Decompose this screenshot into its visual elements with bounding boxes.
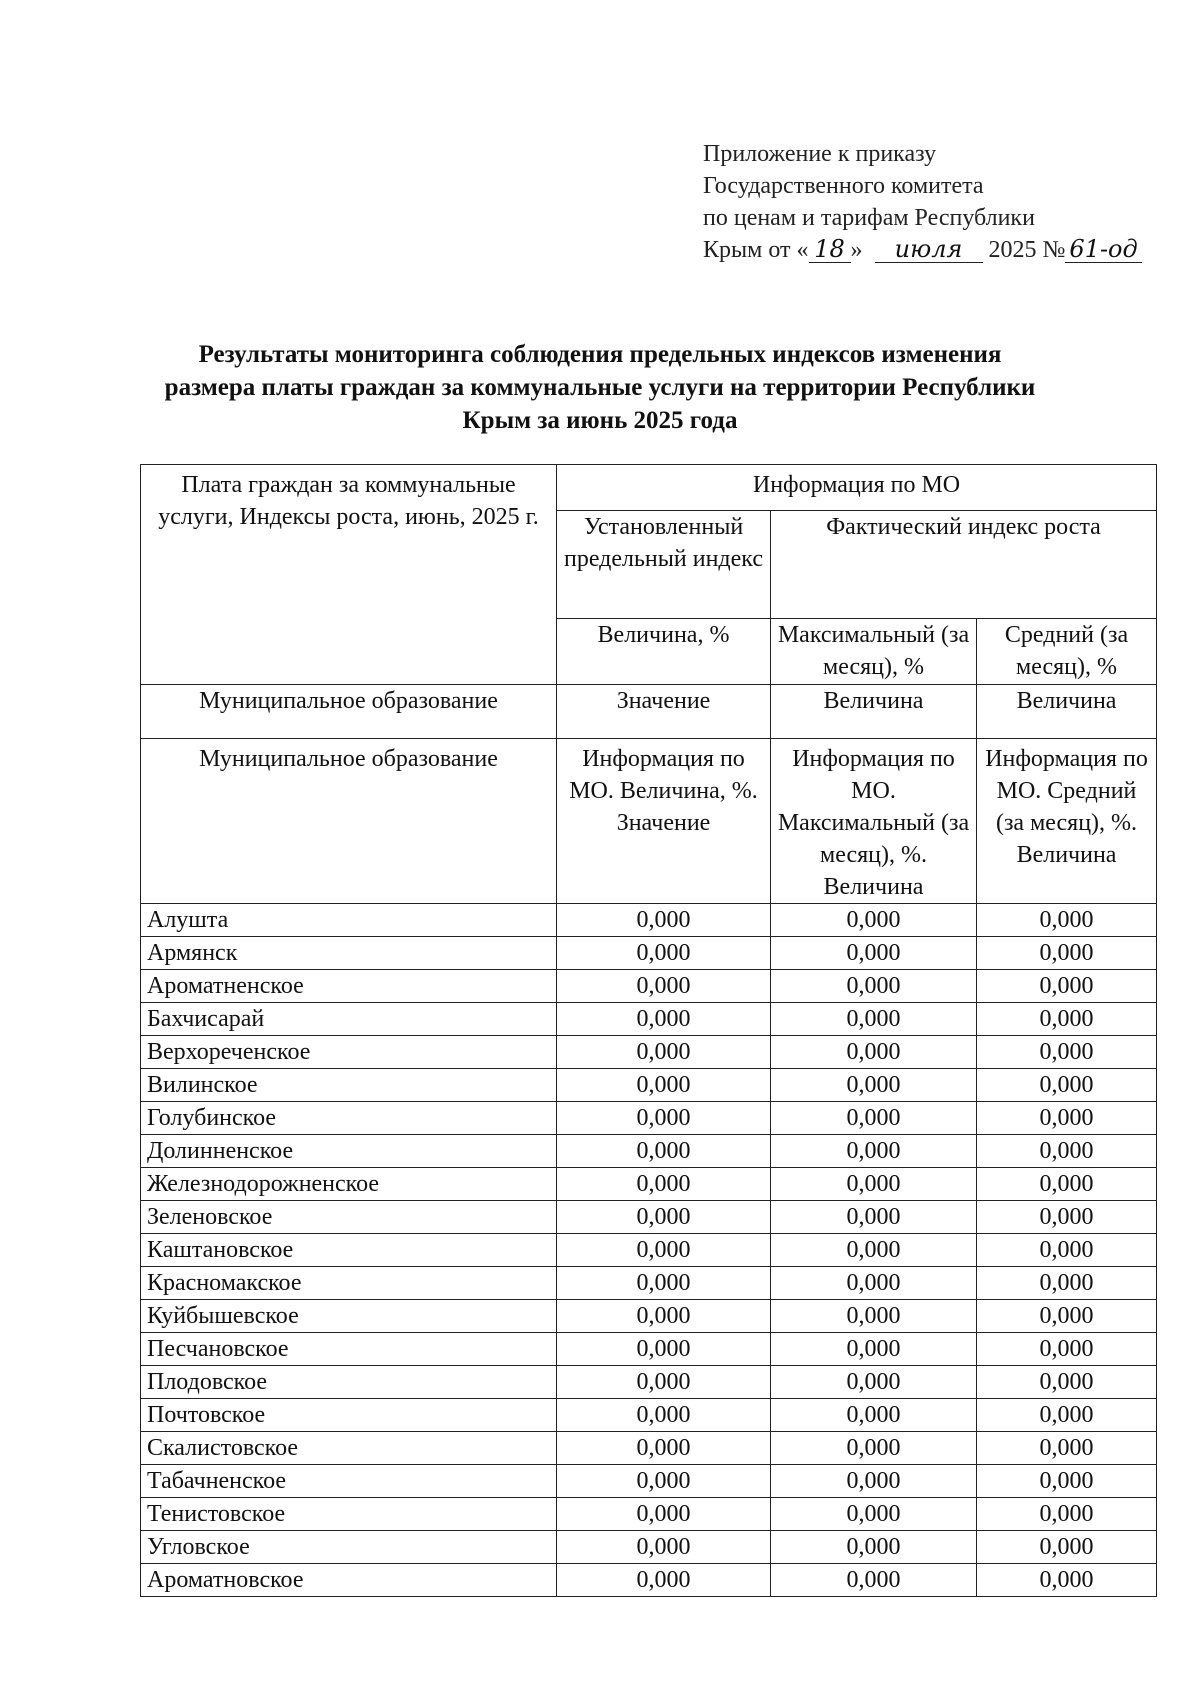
row-municipality-name: Ароматновское (141, 1564, 557, 1597)
row-avg-value: 0,000 (977, 1300, 1157, 1333)
table-row (141, 1036, 1157, 1069)
header-mo-label-2: Муниципальное образование (141, 739, 557, 904)
row-max-value: 0,000 (771, 1465, 977, 1498)
header-value-pct: Величина, % (557, 619, 771, 685)
row-municipality-name: Алушта (141, 904, 557, 937)
header-mo-label: Муниципальное образование (141, 685, 557, 739)
appendix-line-4 (703, 234, 1142, 266)
handwritten-day: 18 (809, 236, 851, 263)
header-actual-index: Фактический индекс роста (771, 511, 1157, 619)
row-avg-value: 0,000 (977, 1102, 1157, 1135)
table-row (141, 1102, 1157, 1135)
row-max-value: 0,000 (771, 1333, 977, 1366)
table-row (141, 1201, 1157, 1234)
row-set-limit-value: 0,000 (557, 1498, 771, 1531)
row-set-limit-value: 0,000 (557, 1366, 771, 1399)
table-row (141, 1135, 1157, 1168)
row-max-value: 0,000 (771, 1498, 977, 1531)
row-municipality-name: Армянск (141, 937, 557, 970)
header-set-limit: Установленный предельный индекс (557, 511, 771, 619)
row-max-value: 0,000 (771, 1300, 977, 1333)
row-avg-value: 0,000 (977, 1498, 1157, 1531)
header-velichina-max: Величина (771, 685, 977, 739)
table-row (141, 1234, 1157, 1267)
row-max-value: 0,000 (771, 1003, 977, 1036)
row-max-value: 0,000 (771, 1267, 977, 1300)
appendix-line-3: по ценам и тарифам Республики (703, 205, 1035, 231)
table-row (141, 1300, 1157, 1333)
row-avg-value: 0,000 (977, 1465, 1157, 1498)
table-row (141, 1498, 1157, 1531)
row-max-value: 0,000 (771, 1564, 977, 1597)
row-set-limit-value: 0,000 (557, 1168, 771, 1201)
table-row (141, 1168, 1157, 1201)
row-avg-value: 0,000 (977, 1036, 1157, 1069)
title-line-2: размера платы граждан за коммунальные услуги на территории Республики (164, 374, 1036, 401)
row-max-value: 0,000 (771, 1069, 977, 1102)
header-velichina-avg: Величина (977, 685, 1157, 739)
row-max-value: 0,000 (771, 1432, 977, 1465)
table-row (141, 1366, 1157, 1399)
row-avg-value: 0,000 (977, 1168, 1157, 1201)
row-set-limit-value: 0,000 (557, 970, 771, 1003)
header-corner-cell: Плата граждан за коммунальные услуги, Индексы роста, июнь, 2025 г. (141, 465, 557, 685)
header-combo-max: Информация по МО. Максимальный (за месяц), %. Величина (771, 739, 977, 904)
row-avg-value: 0,000 (977, 1135, 1157, 1168)
row-set-limit-value: 0,000 (557, 1399, 771, 1432)
row-max-value: 0,000 (771, 1399, 977, 1432)
table-row (141, 1069, 1157, 1102)
row-max-value: 0,000 (771, 937, 977, 970)
row-set-limit-value: 0,000 (557, 1564, 771, 1597)
table-row (141, 1333, 1157, 1366)
row-max-value: 0,000 (771, 1531, 977, 1564)
row-avg-value: 0,000 (977, 970, 1157, 1003)
header-znachenie: Значение (557, 685, 771, 739)
appendix-block (703, 138, 1142, 266)
row-municipality-name: Голубинское (141, 1102, 557, 1135)
header-combo-set: Информация по МО. Величина, %. Значение (557, 739, 771, 904)
document-title (120, 338, 1080, 437)
row-municipality-name: Верхореченское (141, 1036, 557, 1069)
row-set-limit-value: 0,000 (557, 1267, 771, 1300)
row-municipality-name: Железнодорожненское (141, 1168, 557, 1201)
handwritten-order-number: 61-од (1065, 236, 1141, 263)
row-max-value: 0,000 (771, 1201, 977, 1234)
row-set-limit-value: 0,000 (557, 1432, 771, 1465)
row-municipality-name: Табачненское (141, 1465, 557, 1498)
row-municipality-name: Куйбышевское (141, 1300, 557, 1333)
row-set-limit-value: 0,000 (557, 1036, 771, 1069)
table-row (141, 1432, 1157, 1465)
row-municipality-name: Ароматненское (141, 970, 557, 1003)
appendix-line-1: Приложение к приказу (703, 141, 937, 167)
row-municipality-name: Долинненское (141, 1135, 557, 1168)
row-set-limit-value: 0,000 (557, 1465, 771, 1498)
row-municipality-name: Вилинское (141, 1069, 557, 1102)
row-max-value: 0,000 (771, 1168, 977, 1201)
table-row (141, 937, 1157, 970)
row-municipality-name: Угловское (141, 1531, 557, 1564)
row-set-limit-value: 0,000 (557, 1069, 771, 1102)
row-municipality-name: Каштановское (141, 1234, 557, 1267)
table-row (141, 1267, 1157, 1300)
row-max-value: 0,000 (771, 1102, 977, 1135)
row-avg-value: 0,000 (977, 1069, 1157, 1102)
row-municipality-name: Песчановское (141, 1333, 557, 1366)
handwritten-month: июля (875, 236, 983, 263)
table-row (141, 1003, 1157, 1036)
row-max-value: 0,000 (771, 904, 977, 937)
monitoring-table (140, 464, 1157, 1597)
table-row (141, 970, 1157, 1003)
row-avg-value: 0,000 (977, 937, 1157, 970)
row-set-limit-value: 0,000 (557, 1234, 771, 1267)
row-max-value: 0,000 (771, 970, 977, 1003)
row-max-value: 0,000 (771, 1366, 977, 1399)
header-avg-month: Средний (за месяц), % (977, 619, 1157, 685)
title-line-3: Крым за июнь 2025 года (462, 407, 738, 434)
row-set-limit-value: 0,000 (557, 1201, 771, 1234)
row-set-limit-value: 0,000 (557, 1003, 771, 1036)
row-max-value: 0,000 (771, 1135, 977, 1168)
row-municipality-name: Плодовское (141, 1366, 557, 1399)
header-max-month: Максимальный (за месяц), % (771, 619, 977, 685)
row-avg-value: 0,000 (977, 1399, 1157, 1432)
row-avg-value: 0,000 (977, 1432, 1157, 1465)
row-avg-value: 0,000 (977, 1564, 1157, 1597)
table-row (141, 904, 1157, 937)
row-set-limit-value: 0,000 (557, 1102, 771, 1135)
appendix-line-2: Государственного комитета (703, 173, 984, 199)
appendix-year: 2025 № (988, 237, 1066, 263)
row-set-limit-value: 0,000 (557, 1333, 771, 1366)
header-combo-avg: Информация по МО. Средний (за месяц), %. Величина (977, 739, 1157, 904)
table-row (141, 1564, 1157, 1597)
row-max-value: 0,000 (771, 1036, 977, 1069)
row-municipality-name: Почтовское (141, 1399, 557, 1432)
title-line-1: Результаты мониторинга соблюдения предельных индексов изменения (198, 341, 1002, 368)
row-set-limit-value: 0,000 (557, 937, 771, 970)
row-avg-value: 0,000 (977, 1333, 1157, 1366)
row-municipality-name: Бахчисарай (141, 1003, 557, 1036)
appendix-date-prefix: Крым от « (703, 237, 809, 263)
row-municipality-name: Тенистовское (141, 1498, 557, 1531)
row-municipality-name: Красномакское (141, 1267, 557, 1300)
row-avg-value: 0,000 (977, 1003, 1157, 1036)
row-avg-value: 0,000 (977, 904, 1157, 937)
row-avg-value: 0,000 (977, 1234, 1157, 1267)
table-row (141, 1465, 1157, 1498)
row-set-limit-value: 0,000 (557, 1135, 771, 1168)
row-avg-value: 0,000 (977, 1366, 1157, 1399)
row-municipality-name: Зеленовское (141, 1201, 557, 1234)
table-row (141, 1531, 1157, 1564)
row-set-limit-value: 0,000 (557, 1300, 771, 1333)
row-set-limit-value: 0,000 (557, 904, 771, 937)
appendix-date-mid: » (850, 237, 863, 263)
row-avg-value: 0,000 (977, 1531, 1157, 1564)
table-row (141, 1399, 1157, 1432)
row-avg-value: 0,000 (977, 1267, 1157, 1300)
header-info-mo: Информация по МО (557, 465, 1157, 511)
row-max-value: 0,000 (771, 1234, 977, 1267)
row-municipality-name: Скалистовское (141, 1432, 557, 1465)
row-set-limit-value: 0,000 (557, 1531, 771, 1564)
row-avg-value: 0,000 (977, 1201, 1157, 1234)
